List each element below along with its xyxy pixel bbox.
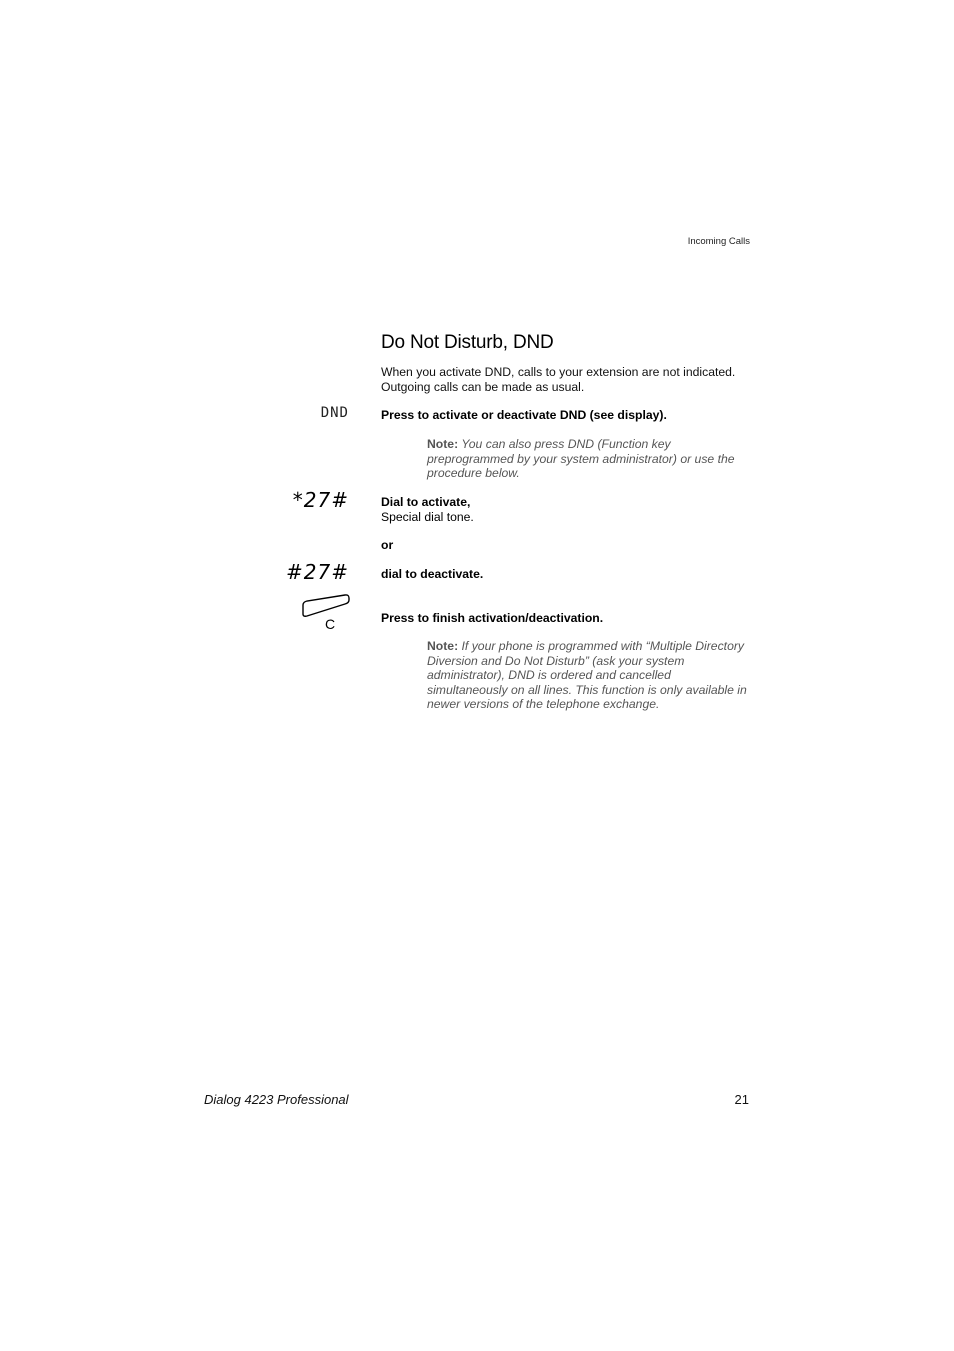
page-title: Do Not Disturb, DND: [381, 332, 554, 353]
or-text: or: [381, 538, 394, 552]
dnd-display-symbol: DND: [320, 405, 349, 421]
running-header: Incoming Calls: [687, 236, 750, 247]
finish-text: Press to finish activation/deactivation.: [381, 611, 604, 625]
intro-paragraph: [381, 365, 761, 395]
note-label: Note:: [427, 639, 459, 653]
note-text: You can also press DND (Function key preprogrammed by your system administrator) or use the procedure below.: [427, 437, 735, 481]
note-text: If your phone is programmed with “Multiple Directory Diversion and Do Not Disturb” (ask your system administrator), DND is ordered and cancelled simultaneously on all lines. This function is only available in newer versions of the telephone exchange.: [427, 639, 747, 712]
deactivate-code-symbol: #27#: [286, 560, 349, 584]
dnd-key-text: Press to activate or deactivate DND (see display).: [381, 408, 667, 422]
clear-key-letter: C: [325, 616, 336, 632]
intro-line-1: When you activate DND, calls to your extension are not indicated.: [381, 365, 736, 379]
dnd-key-instruction: [381, 408, 667, 423]
clear-key-icon: [301, 593, 353, 638]
activate-code-symbol: *27#: [292, 488, 349, 512]
page-number: 21: [734, 1092, 749, 1107]
deactivate-instruction: [381, 567, 483, 582]
note-label: Note:: [427, 437, 459, 451]
note-function-key: [427, 437, 757, 481]
activate-text: Dial to activate,: [381, 495, 471, 509]
or-separator: [381, 538, 393, 553]
finish-instruction: [381, 611, 603, 626]
footer-product-name: Dialog 4223 Professional: [204, 1092, 349, 1107]
activate-instruction: [381, 495, 474, 524]
note-multiple-directory: [427, 639, 752, 712]
deactivate-text: dial to deactivate.: [381, 567, 484, 581]
activate-subtext: Special dial tone.: [381, 509, 474, 524]
intro-line-2: Outgoing calls can be made as usual.: [381, 380, 585, 394]
